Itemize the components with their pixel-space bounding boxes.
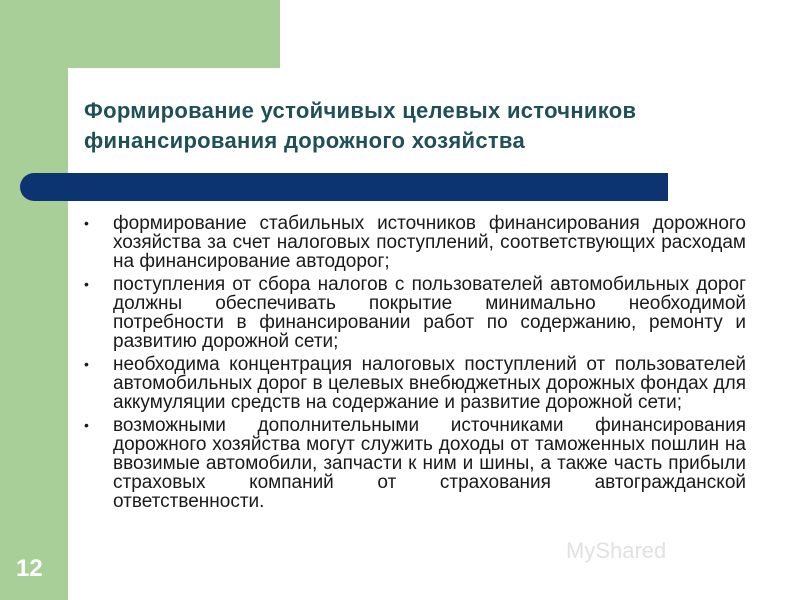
bullet-dot-icon: • — [84, 356, 89, 372]
title-underline-bar — [20, 173, 668, 201]
bullet-dot-icon: • — [84, 417, 89, 433]
watermark-logo: MyShared — [566, 538, 667, 563]
bullet-dot-icon: • — [84, 276, 89, 292]
bullet-text: поступления от сбора налогов с пользователей автомобильных дорог должны обеспечивать покрытие минимально необходимой потребности в финансировании работ по содержанию, ремонту и развитию дорожной сети; — [113, 274, 746, 352]
bullet-text: возможными дополнительными источниками финансирования дорожного хозяйства могут служить доходы от таможенных пошлин на ввозимые автомобили, запчасти к ним и шины, а также часть прибыли страховых компаний от страхования автогражданской ответственности. — [113, 415, 746, 512]
bullet-text: формирование стабильных источников финансирования дорожного хозяйства за счет налоговых поступлений, соответствующих расходам на финансирование автодорог; — [113, 213, 746, 272]
bullet-item — [82, 416, 746, 511]
bullet-dot-icon: • — [84, 215, 89, 231]
bullet-item — [82, 355, 746, 412]
slide-title: Формирование устойчивых целевых источников финансирования дорожного хозяйства — [84, 98, 637, 153]
slide-content — [82, 214, 746, 515]
bullet-item — [82, 214, 746, 271]
bullet-text: необходима концентрация налоговых поступлений от пользователей автомобильных дорог в целевых внебюджетных дорожных фондах для аккумуляции средств на содержание и развитие дорожной сети; — [113, 354, 746, 413]
bullet-list — [82, 214, 746, 511]
left-decor-strip — [0, 0, 68, 600]
page-number: 12 — [16, 555, 43, 582]
top-decor-block — [0, 0, 280, 68]
bullet-item — [82, 275, 746, 351]
